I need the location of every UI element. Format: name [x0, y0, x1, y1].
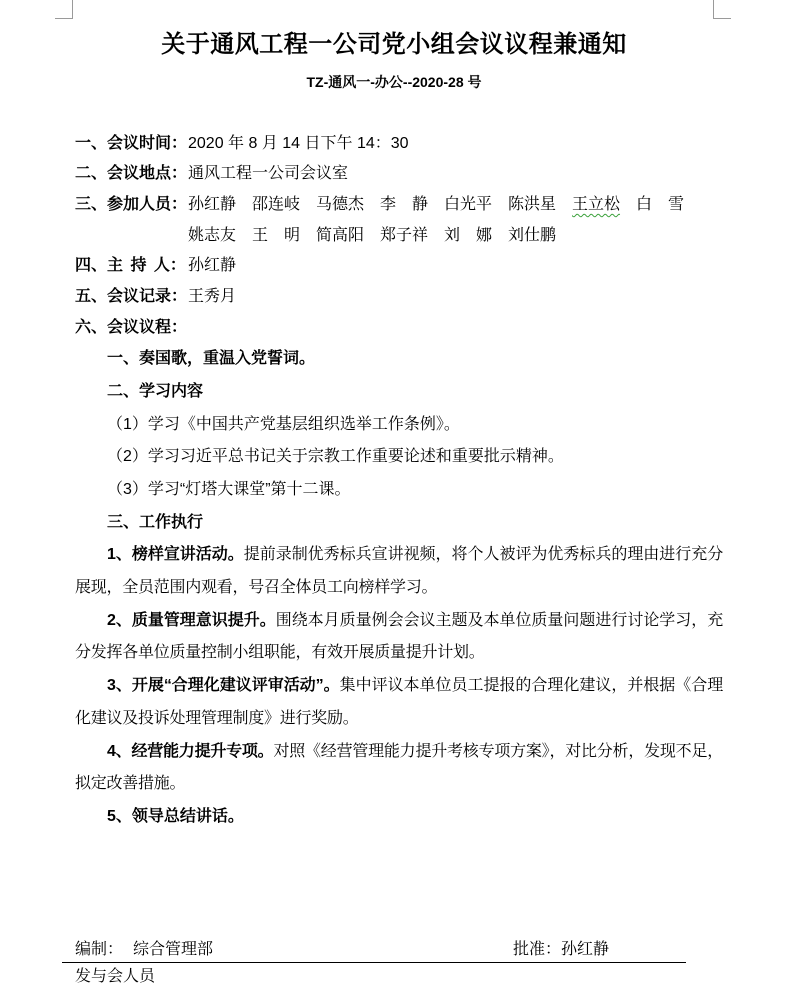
- agenda-section: [75, 343, 723, 833]
- work-task-text: 对照《经营管理能力提升考核专项方案》，对比分析，发现不足，拟定改善措施。: [75, 742, 723, 793]
- margin-mark-horizontal: [55, 18, 73, 19]
- recorder-line: [75, 282, 723, 313]
- margin-mark-vertical: [713, 0, 714, 18]
- compiled-label: 编制：: [75, 941, 124, 958]
- approved-block: [513, 940, 609, 960]
- work-task: [75, 539, 723, 604]
- approved-label: 批准：: [513, 941, 562, 958]
- distribution-note: 发与会人员: [75, 968, 156, 985]
- attendee-name: 姚志友: [188, 226, 237, 244]
- compiled-value: 综合管理部: [133, 941, 214, 958]
- margin-mark-vertical: [72, 0, 73, 18]
- document-number: TZ-通风一-办公--2020-28 号: [306, 74, 482, 90]
- attendees-label: 三、参加人员：: [75, 195, 188, 213]
- work-task-title: 2、质量管理意识提升。: [107, 611, 276, 629]
- document-title: 关于通风工程一公司党小组会议议程兼通知: [161, 31, 627, 58]
- attendee-name: 白光平: [444, 195, 493, 213]
- study-item: （2）学习习近平总书记关于宗教工作重要论述和重要批示精神。: [107, 448, 564, 466]
- work-task: [75, 736, 723, 801]
- work-task-text: 集中评议本单位员工提报的合理化建议，并根据《合理化建议及投诉处理管理制度》进行奖励。: [75, 677, 723, 727]
- work-task-title: 1、榜样宣讲活动。: [107, 546, 244, 564]
- host-label: 四、主 持 人：: [75, 257, 186, 275]
- attendees-list: [188, 190, 708, 251]
- attendee-name: 郑子祥: [380, 226, 429, 244]
- study-item: （3）学习“灯塔大课堂”第十二课。: [107, 480, 351, 498]
- attendee-name: 刘 娜: [444, 226, 492, 244]
- meeting-info: [75, 129, 723, 344]
- host-value: 孙红静: [188, 257, 237, 275]
- work-task: [75, 670, 723, 735]
- document-body: [75, 129, 723, 834]
- attendee-name: 简高阳: [316, 226, 365, 244]
- footer-signoff: [75, 940, 715, 960]
- work-task-closing: 5、领导总结讲话。: [107, 807, 244, 825]
- meeting-place-label: 二、会议地点：: [75, 165, 188, 183]
- work-task-text: 围绕本月质量例会会议主题及本单位质量问题进行讨论学习，充分发挥各单位质量控制小组职能，有效开展质量提升计划。: [75, 611, 723, 662]
- approved-value: 孙红静: [561, 941, 610, 958]
- study-item: （1）学习《中国共产党基层组织选举工作条例》。: [107, 415, 460, 433]
- attendee-name: 白 雪: [636, 195, 684, 213]
- agenda-label-line: [75, 313, 723, 344]
- agenda-label: 六、会议议程：: [75, 318, 188, 336]
- host-line: [75, 251, 723, 282]
- margin-mark-horizontal: [713, 18, 731, 19]
- work-task-title: 3、开展“合理化建议评审活动”。: [107, 677, 340, 695]
- attendee-name: 王立松: [572, 195, 621, 213]
- recorder-label: 五、会议记录：: [75, 287, 188, 305]
- work-task: [75, 605, 723, 670]
- meeting-time-label: 一、会议时间：: [75, 134, 188, 152]
- recorder-value: 王秀月: [188, 287, 237, 305]
- work-heading: 三、工作执行: [107, 513, 204, 531]
- work-task-title: 4、经营能力提升专项。: [107, 742, 274, 760]
- meeting-place-value: 通风工程一公司会议室: [188, 165, 349, 183]
- work-task-text: 提前录制优秀标兵宣讲视频，将个人被评为优秀标兵的理由进行充分展现，全员范围内观看，号召全体员工向榜样学习。: [75, 546, 723, 597]
- attendee-name: 马德杰: [316, 195, 365, 213]
- attendee-name: 陈洪星: [508, 195, 557, 213]
- attendee-name: 李 静: [380, 195, 428, 213]
- attendee-name: 刘仕鹏: [508, 226, 557, 244]
- attendee-name: 王 明: [252, 226, 300, 244]
- footer-divider: [62, 962, 686, 963]
- attendee-name: 孙红静: [188, 195, 237, 213]
- agenda-item-anthem: 一、奏国歌，重温入党誓词。: [107, 350, 316, 368]
- meeting-time-line: [75, 129, 723, 160]
- meeting-place-line: [75, 159, 723, 190]
- study-heading: 二、学习内容: [107, 382, 204, 400]
- attendees-line: [75, 190, 723, 251]
- meeting-time-value: 2020 年 8 月 14 日下午 14：30: [188, 134, 409, 152]
- attendee-name: 邵连岐: [252, 195, 301, 213]
